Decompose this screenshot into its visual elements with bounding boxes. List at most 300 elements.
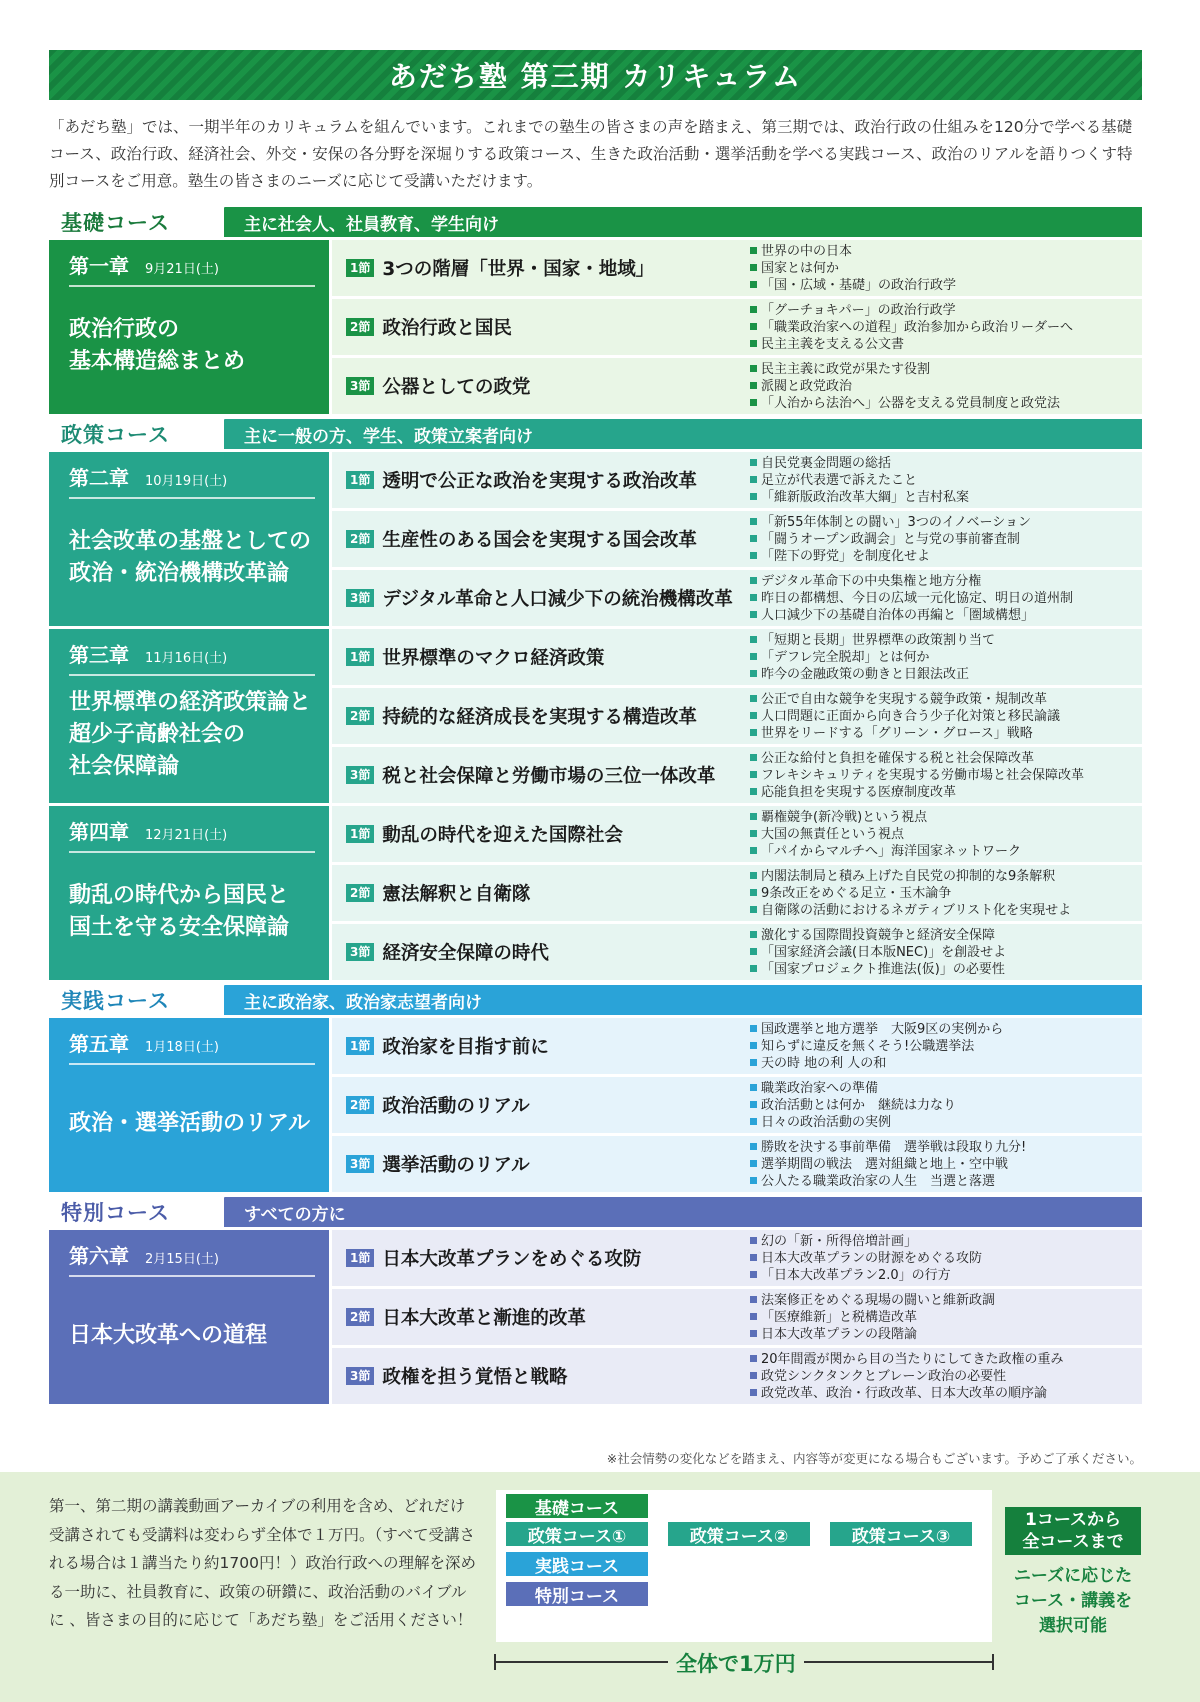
- course-header: [49, 1197, 1142, 1227]
- topic-item: [750, 361, 1142, 378]
- course-block: [49, 1197, 1142, 1404]
- topic-item: [750, 336, 1142, 353]
- topic-text: 法案修正をめぐる現場の闘いと維新政調: [761, 1292, 996, 1308]
- section-row: [332, 1136, 1142, 1192]
- section-badge: 3節: [346, 1155, 374, 1173]
- chapter-date: 9月21日(土): [145, 262, 219, 277]
- square-bullet-icon: [750, 847, 757, 854]
- square-bullet-icon: [750, 1313, 757, 1320]
- fee-description: 第一、第二期の講義動画アーカイブの利用を含め、どれだけ受講されても受講料は変わらず全体で１万円。（すべて受講される場合は１講当たり約1700円！）政治行政への理解を深める一助に、社員教育に、政策の研鑽に、政治活動のバイブルに 、皆さまの目的に応じて「あだち塾」をご活用ください！: [49, 1497, 476, 1629]
- section-topics: [740, 240, 1142, 296]
- square-bullet-icon: [750, 1118, 757, 1125]
- square-bullet-icon: [750, 872, 757, 879]
- section-title: 政治活動のリアル: [382, 1096, 530, 1117]
- topic-text: 人口問題に正面から向き合う少子化対策と移民論議: [761, 708, 1061, 724]
- topic-item: [750, 708, 1142, 725]
- topic-text: 「グーチョキパー」の政治行政学: [761, 302, 956, 318]
- section-topics: [740, 511, 1142, 567]
- topic-item: [750, 260, 1142, 277]
- course-choice-badge: 1コースから 全コースまで: [1005, 1507, 1141, 1555]
- topic-text: 人口減少下の基礎自治体の再編と「圏域構想」: [761, 607, 1035, 623]
- square-bullet-icon: [750, 535, 757, 542]
- section-topics: [740, 747, 1142, 803]
- square-bullet-icon: [750, 365, 757, 372]
- course-target: 主に政治家、政治家志望者向け: [244, 992, 482, 1013]
- square-bullet-icon: [750, 264, 757, 271]
- square-bullet-icon: [750, 552, 757, 559]
- topic-item: [750, 1233, 1142, 1250]
- topic-item: [750, 1368, 1142, 1385]
- chapter-block: [49, 1018, 1142, 1192]
- course-block: [49, 207, 1142, 414]
- section-row: [332, 299, 1142, 355]
- topic-text: 「デフレ完全脱却」とは何か: [761, 649, 930, 665]
- topic-item: [750, 1021, 1142, 1038]
- section-row: [332, 511, 1142, 567]
- section-title: 公器としての政党: [382, 377, 531, 398]
- square-bullet-icon: [750, 653, 757, 660]
- course-target: 主に一般の方、学生、政策立案者向け: [244, 426, 533, 447]
- topic-text: 「人治から法治へ」公器を支える党員制度と政党法: [761, 395, 1061, 411]
- section-row: [332, 1289, 1142, 1345]
- square-bullet-icon: [750, 729, 757, 736]
- chapter-title: 世界標準の経済政策論と 超少子高齢社会の 社会保障論: [69, 689, 312, 779]
- change-notice: ※社会情勢の変化などを踏まえ、内容等が変更になる場合もございます。予めご了承ください。: [606, 1451, 1142, 1466]
- section-title: 透明で公正な政治を実現する政治改革: [382, 471, 697, 492]
- square-bullet-icon: [750, 281, 757, 288]
- section-row: [332, 1230, 1142, 1286]
- square-bullet-icon: [750, 813, 757, 820]
- section-title: 選挙活動のリアル: [382, 1155, 530, 1176]
- topic-item: [750, 666, 1142, 683]
- topic-text: 民主主義に政党が果たす役割: [761, 361, 931, 377]
- topic-text: 「医療維新」と税構造改革: [761, 1309, 918, 1325]
- topic-text: 覇権競争(新冷戦)という視点: [761, 809, 928, 825]
- square-bullet-icon: [750, 323, 757, 330]
- section-heading: [332, 1018, 740, 1074]
- section-heading: [332, 629, 740, 685]
- section-row: [332, 452, 1142, 508]
- section-list: [332, 629, 1142, 803]
- section-row: [332, 1077, 1142, 1133]
- topic-item: [750, 1292, 1142, 1309]
- square-bullet-icon: [750, 399, 757, 406]
- section-row: [332, 865, 1142, 921]
- section-topics: [740, 806, 1142, 862]
- total-price: 全体で1万円: [668, 1648, 804, 1678]
- section-title: 持続的な経済成長を実現する構造改革: [382, 707, 697, 728]
- chapter-title: 動乱の時代から国民と 国土を守る安全保障論: [69, 882, 290, 940]
- section-heading: [332, 747, 740, 803]
- section-topics: [740, 299, 1142, 355]
- topic-item: [750, 1309, 1142, 1326]
- section-heading: [332, 452, 740, 508]
- chapter-summary: [49, 452, 329, 626]
- topic-item: [750, 649, 1142, 666]
- section-topics: [740, 865, 1142, 921]
- section-row: [332, 1348, 1142, 1404]
- section-row: [332, 570, 1142, 626]
- section-row: [332, 358, 1142, 414]
- topic-item: [750, 302, 1142, 319]
- chapter-date: 12月21日(土): [145, 828, 228, 843]
- square-bullet-icon: [750, 382, 757, 389]
- topic-item: [750, 1250, 1142, 1267]
- topic-text: 自衛隊の活動におけるネガティブリスト化を実現せよ: [761, 902, 1072, 918]
- square-bullet-icon: [750, 340, 757, 347]
- topic-text: 昨日の都構想、今日の広域一元化協定、明日の道州制: [761, 590, 1074, 606]
- chapter-date: 10月19日(土): [145, 474, 228, 489]
- section-badge: 2節: [346, 1308, 374, 1326]
- section-badge: 1節: [346, 1249, 374, 1267]
- square-bullet-icon: [750, 518, 757, 525]
- topic-text: 知らずに違反を無くそう!公職選挙法: [761, 1038, 975, 1054]
- section-title: 経済安全保障の時代: [382, 943, 549, 964]
- topic-text: 足立が代表選で訴えたこと: [761, 472, 918, 488]
- chip-seisaku-2: 政策コース②: [668, 1522, 810, 1546]
- topic-text: 日本大改革プランの財源をめぐる攻防: [761, 1250, 983, 1266]
- topic-text: 「新55年体制との闘い」3つのイノベーション: [761, 514, 1031, 530]
- section-topics: [740, 1230, 1142, 1286]
- topic-text: 公正な給付と負担を確保する税と社会保障改革: [761, 750, 1035, 766]
- topic-text: 大国の無責任という視点: [761, 826, 905, 842]
- square-bullet-icon: [750, 1254, 757, 1261]
- topic-item: [750, 319, 1142, 336]
- course-list: [49, 207, 1142, 1409]
- topic-item: [750, 750, 1142, 767]
- section-row: [332, 1018, 1142, 1074]
- topic-item: [750, 607, 1142, 624]
- square-bullet-icon: [750, 754, 757, 761]
- course-header: [49, 985, 1142, 1015]
- section-badge: 2節: [346, 318, 374, 336]
- square-bullet-icon: [750, 965, 757, 972]
- topic-item: [750, 826, 1142, 843]
- topic-text: 「国・広域・基礎」の政治行政学: [761, 277, 957, 293]
- topic-item: [750, 573, 1142, 590]
- topic-text: 昨今の金融政策の動きと日銀法改正: [761, 666, 970, 682]
- topic-text: 日本大改革プランの段階論: [761, 1326, 918, 1342]
- topic-item: [750, 843, 1142, 860]
- square-bullet-icon: [750, 1177, 757, 1184]
- section-title: 憲法解釈と自衛隊: [382, 884, 531, 905]
- topic-text: 内閣法制局と積み上げた自民党の抑制的な9条解釈: [761, 868, 1056, 884]
- square-bullet-icon: [750, 1330, 757, 1337]
- section-row: [332, 924, 1142, 980]
- course-name: 基礎コース: [49, 207, 224, 237]
- chapter-block: [49, 629, 1142, 803]
- section-badge: 1節: [346, 259, 374, 277]
- square-bullet-icon: [750, 712, 757, 719]
- chapter-date: 2月15日(土): [145, 1252, 219, 1267]
- topic-item: [750, 885, 1142, 902]
- topic-item: [750, 378, 1142, 395]
- section-row: [332, 688, 1142, 744]
- chapter-title: 社会改革の基盤としての 政治・統治機構改革論: [69, 528, 312, 586]
- course-target: 主に社会人、社員教育、学生向け: [244, 214, 499, 235]
- topic-item: [750, 514, 1142, 531]
- section-title: 世界標準のマクロ経済政策: [382, 648, 605, 669]
- price-bracket-left: [494, 1654, 496, 1670]
- topic-text: 政党シンクタンクとブレーン政治の必要性: [761, 1368, 1007, 1384]
- chapter-summary: [49, 1230, 329, 1404]
- topic-item: [750, 455, 1142, 472]
- topic-item: [750, 590, 1142, 607]
- topic-text: 公人たる職業政治家の人生 当選と落選: [761, 1173, 996, 1189]
- topic-item: [750, 784, 1142, 801]
- chapter-block: [49, 240, 1142, 414]
- topic-text: 政党改革、政治・行政改革、日本大改革の順序論: [761, 1385, 1048, 1401]
- topic-item: [750, 1038, 1142, 1055]
- topic-item: [750, 1173, 1142, 1190]
- price-bracket-right: [992, 1654, 994, 1670]
- section-heading: [332, 924, 740, 980]
- topic-text: 9条改正をめぐる足立・玉木論争: [761, 885, 952, 901]
- topic-item: [750, 395, 1142, 412]
- topic-text: 国政選挙と地方選挙 大阪9区の実例から: [761, 1021, 1004, 1037]
- section-topics: [740, 688, 1142, 744]
- square-bullet-icon: [750, 948, 757, 955]
- square-bullet-icon: [750, 1296, 757, 1303]
- chapter-number: 第二章: [69, 466, 129, 490]
- topic-item: [750, 548, 1142, 565]
- chapter-number: 第六章: [69, 1244, 129, 1268]
- section-badge: 2節: [346, 884, 374, 902]
- topic-item: [750, 927, 1142, 944]
- topic-text: 激化する国際間投資競争と経済安全保障: [761, 927, 996, 943]
- square-bullet-icon: [750, 771, 757, 778]
- square-bullet-icon: [750, 577, 757, 584]
- section-topics: [740, 924, 1142, 980]
- chapter-title: 政治行政の 基本構造総まとめ: [69, 316, 246, 374]
- chapter-headline: [69, 250, 315, 287]
- section-heading: [332, 865, 740, 921]
- chip-kiso: 基礎コース: [506, 1494, 648, 1518]
- chapter-block: [49, 452, 1142, 626]
- course-target: すべての方に: [244, 1204, 346, 1225]
- section-list: [332, 1018, 1142, 1192]
- topic-text: 国家とは何か: [761, 260, 840, 276]
- topic-item: [750, 1114, 1142, 1131]
- course-block: [49, 985, 1142, 1192]
- section-title: 日本大改革と漸進的改革: [382, 1308, 586, 1329]
- topic-text: 「職業政治家への道程」政治参加から政治リーダーへ: [761, 319, 1074, 335]
- section-badge: 3節: [346, 377, 374, 395]
- topic-item: [750, 1080, 1142, 1097]
- square-bullet-icon: [750, 695, 757, 702]
- chip-seisaku-1: 政策コース①: [506, 1522, 648, 1546]
- section-topics: [740, 1077, 1142, 1133]
- chapter-headline: [69, 1028, 315, 1065]
- chapter-summary: [49, 1018, 329, 1192]
- section-heading: [332, 688, 740, 744]
- topic-text: 「短期と長期」世界標準の政策割り当て: [761, 632, 996, 648]
- square-bullet-icon: [750, 1101, 757, 1108]
- section-badge: 3節: [346, 589, 374, 607]
- topic-item: [750, 1267, 1142, 1284]
- topic-item: [750, 1385, 1142, 1402]
- topic-text: 世界をリードする「グリーン・グロース」戦略: [761, 725, 1033, 741]
- square-bullet-icon: [750, 670, 757, 677]
- fee-footer: [0, 1472, 1200, 1702]
- section-heading: [332, 1348, 740, 1404]
- square-bullet-icon: [750, 906, 757, 913]
- section-badge: 3節: [346, 1367, 374, 1385]
- chapter-number: 第三章: [69, 643, 129, 667]
- chapter-headline: [69, 462, 315, 499]
- topic-text: 応能負担を実現する医療制度改革: [761, 784, 957, 800]
- fee-course-box: [496, 1490, 992, 1642]
- topic-item: [750, 531, 1142, 548]
- course-name: 政策コース: [49, 419, 224, 449]
- section-topics: [740, 452, 1142, 508]
- course-name: 特別コース: [49, 1197, 224, 1227]
- section-title: 税と社会保障と労働市場の三位一体改革: [382, 766, 716, 787]
- square-bullet-icon: [750, 611, 757, 618]
- section-list: [332, 806, 1142, 980]
- section-topics: [740, 1348, 1142, 1404]
- square-bullet-icon: [750, 459, 757, 466]
- topic-item: [750, 725, 1142, 742]
- topic-item: [750, 277, 1142, 294]
- chip-tokubetsu: 特別コース: [506, 1582, 648, 1606]
- section-title: 政治家を目指す前に: [382, 1037, 549, 1058]
- section-heading: [332, 1289, 740, 1345]
- section-row: [332, 629, 1142, 685]
- section-title: 動乱の時代を迎えた国際社会: [382, 825, 623, 846]
- course-header: [49, 419, 1142, 449]
- topic-item: [750, 472, 1142, 489]
- chapter-block: [49, 1230, 1142, 1404]
- topic-text: 「維新版政治改革大綱」と吉村私案: [761, 489, 970, 505]
- square-bullet-icon: [750, 931, 757, 938]
- topic-text: 世界の中の日本: [761, 243, 853, 259]
- section-badge: 3節: [346, 943, 374, 961]
- square-bullet-icon: [750, 476, 757, 483]
- topic-item: [750, 1139, 1142, 1156]
- course-name: 実践コース: [49, 985, 224, 1015]
- section-heading: [332, 1077, 740, 1133]
- chapter-block: [49, 806, 1142, 980]
- topic-item: [750, 944, 1142, 961]
- topic-item: [750, 632, 1142, 649]
- section-topics: [740, 1018, 1142, 1074]
- topic-item: [750, 961, 1142, 978]
- topic-text: 日々の政治活動の実例: [761, 1114, 892, 1130]
- chapter-title: 政治・選挙活動のリアル: [69, 1110, 311, 1136]
- section-heading: [332, 1136, 740, 1192]
- topic-item: [750, 902, 1142, 919]
- square-bullet-icon: [750, 1237, 757, 1244]
- topic-text: 「闘うオープン政調会」と与党の事前審査制: [761, 531, 1020, 547]
- square-bullet-icon: [750, 1059, 757, 1066]
- course-header: [49, 207, 1142, 237]
- section-heading: [332, 358, 740, 414]
- section-heading: [332, 1230, 740, 1286]
- section-topics: [740, 570, 1142, 626]
- topic-item: [750, 809, 1142, 826]
- square-bullet-icon: [750, 636, 757, 643]
- topic-text: 公正で自由な競争を実現する競争政策・規制改革: [761, 691, 1048, 707]
- section-badge: 1節: [346, 471, 374, 489]
- square-bullet-icon: [750, 493, 757, 500]
- topic-text: 「国家経済会議(日本版NEC)」を創設せよ: [761, 944, 1007, 960]
- course-choice-note: ニーズに応じた コース・講義を 選択可能: [1013, 1566, 1133, 1636]
- topic-text: 職業政治家への準備: [761, 1080, 879, 1096]
- section-topics: [740, 1289, 1142, 1345]
- section-row: [332, 240, 1142, 296]
- chapter-headline: [69, 1240, 315, 1277]
- topic-text: フレキシキュリティを実現する労働市場と社会保障改革: [761, 767, 1085, 783]
- square-bullet-icon: [750, 1271, 757, 1278]
- topic-text: 20年間霞が関から目の当たりにしてきた政権の重み: [761, 1351, 1064, 1367]
- course-block: [49, 419, 1142, 980]
- topic-text: 選挙期間の戦法 選対組織と地上・空中戦: [761, 1156, 1009, 1172]
- square-bullet-icon: [750, 889, 757, 896]
- chapter-title: 日本大改革への道程: [69, 1322, 268, 1348]
- topic-text: 「日本大改革プラン2.0」の行方: [761, 1267, 951, 1283]
- square-bullet-icon: [750, 1025, 757, 1032]
- square-bullet-icon: [750, 247, 757, 254]
- square-bullet-icon: [750, 1389, 757, 1396]
- section-badge: 3節: [346, 766, 374, 784]
- intro-text: 「あだち塾」では、一期半年のカリキュラムを組んでいます。これまでの塾生の皆さまの声を踏まえ、第三期では、政治行政の仕組みを120分で学べる基礎コース、政治行政、経済社会、外交・安保の各分野を深堀りする政策コース、生きた政治活動・選挙活動を学べる実践コース、政治のリアルを語りつくす特別コースをご用意。塾生の皆さまのニーズに応じて受講いただけます。: [49, 118, 1133, 190]
- topic-item: [750, 1055, 1142, 1072]
- section-title: 政権を担う覚悟と戦略: [382, 1367, 568, 1388]
- topic-item: [750, 691, 1142, 708]
- square-bullet-icon: [750, 306, 757, 313]
- square-bullet-icon: [750, 1372, 757, 1379]
- page-title: あだち塾 第三期 カリキュラム: [388, 60, 803, 93]
- square-bullet-icon: [750, 1143, 757, 1150]
- chapter-number: 第四章: [69, 820, 129, 844]
- square-bullet-icon: [750, 830, 757, 837]
- topic-item: [750, 868, 1142, 885]
- section-list: [332, 240, 1142, 414]
- square-bullet-icon: [750, 1042, 757, 1049]
- section-heading: [332, 570, 740, 626]
- chip-jissen: 実践コース: [506, 1552, 648, 1576]
- section-topics: [740, 358, 1142, 414]
- square-bullet-icon: [750, 1084, 757, 1091]
- topic-text: デジタル革命下の中央集権と地方分権: [761, 573, 982, 589]
- topic-text: 勝敗を決する事前準備 選挙戦は段取り九分!: [761, 1139, 1027, 1155]
- chapter-headline: [69, 639, 315, 676]
- chapter-headline: [69, 816, 315, 853]
- topic-text: 自民党裏金問題の総括: [761, 455, 892, 471]
- topic-text: 「パイからマルチへ」海洋国家ネットワーク: [761, 843, 1022, 859]
- section-row: [332, 806, 1142, 862]
- section-badge: 2節: [346, 530, 374, 548]
- section-heading: [332, 806, 740, 862]
- topic-item: [750, 1326, 1142, 1343]
- section-title: デジタル革命と人口減少下の統治機構改革: [382, 589, 733, 610]
- square-bullet-icon: [750, 594, 757, 601]
- section-title: 政治行政と国民: [382, 318, 512, 339]
- topic-text: 天の時 地の利 人の和: [761, 1055, 887, 1071]
- section-title: 日本大改革プランをめぐる攻防: [382, 1249, 642, 1270]
- section-badge: 1節: [346, 1037, 374, 1055]
- topic-text: 「国家プロジェクト推進法(仮)」の必要性: [761, 961, 1005, 977]
- section-list: [332, 1230, 1142, 1404]
- chip-seisaku-3: 政策コース③: [830, 1522, 972, 1546]
- section-title: 生産性のある国会を実現する国会改革: [382, 530, 697, 551]
- section-heading: [332, 511, 740, 567]
- chapter-number: 第一章: [69, 254, 129, 278]
- chapter-date: 11月16日(土): [145, 651, 228, 666]
- section-topics: [740, 629, 1142, 685]
- topic-text: 政治活動とは何か 継続は力なり: [761, 1097, 957, 1113]
